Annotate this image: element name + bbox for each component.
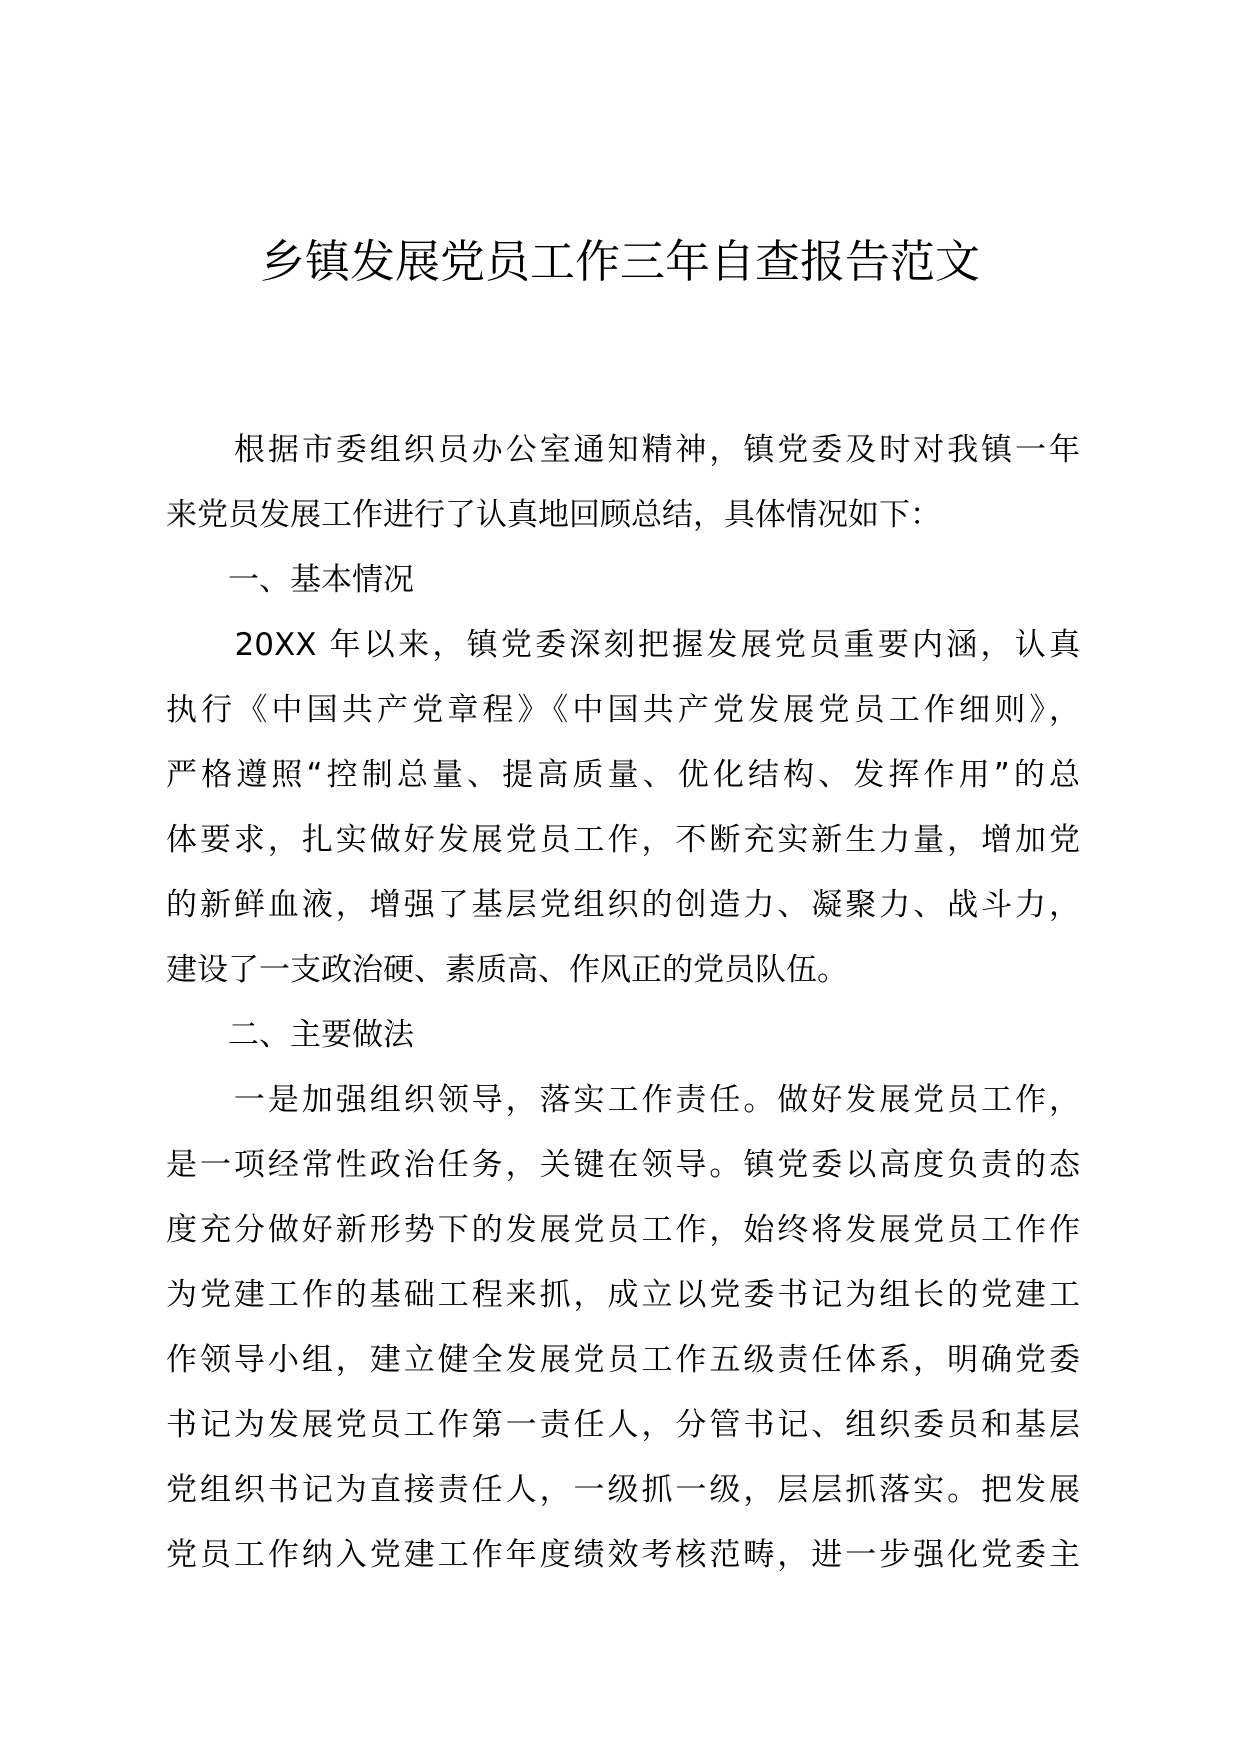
text-line: 党员工作纳入党建工作年度绩效考核范畴，进一步强化党委主 (166, 1537, 1080, 1573)
section-heading: 一、基本情况 (166, 562, 414, 598)
text-line: 执行《中国共产党章程》《中国共产党发展党员工作细则》， (166, 692, 1080, 728)
text-line: 度充分做好新形势下的发展党员工作，始终将发展党员工作作 (166, 1212, 1080, 1248)
text-line: 为党建工作的基础工程来抓，成立以党委书记为组长的党建工 (166, 1277, 1080, 1313)
text-line: 党组织书记为直接责任人，一级抓一级，层层抓落实。把发展 (166, 1472, 1080, 1508)
text-line: 一是加强组织领导，落实工作责任。做好发展党员工作， (166, 1082, 1080, 1118)
document-title: 乡镇发展党员工作三年自查报告范文 (259, 235, 980, 288)
text-line: 20XX 年以来，镇党委深刻把握发展党员重要内涵，认真 (166, 627, 1080, 663)
section-heading: 二、主要做法 (166, 1017, 414, 1053)
text-line: 是一项经常性政治任务，关键在领导。镇党委以高度负责的态 (166, 1147, 1080, 1183)
document-body (166, 418, 1080, 1588)
text-line: 书记为发展党员工作第一责任人，分管书记、组织委员和基层 (166, 1407, 1080, 1443)
text-line: 的新鲜血液，增强了基层党组织的创造力、凝聚力、战斗力， (166, 887, 1080, 923)
text-line: 建设了一支政治硬、素质高、作风正的党员队伍。 (166, 952, 848, 988)
text-line: 来党员发展工作进行了认真地回顾总结，具体情况如下： (166, 497, 941, 533)
text-line: 根据市委组织员办公室通知精神，镇党委及时对我镇一年 (166, 432, 1080, 468)
text-line: 体要求，扎实做好发展党员工作，不断充实新生力量，增加党 (166, 822, 1080, 858)
text-line: 严格遵照“控制总量、提高质量、优化结构、发挥作用”的总 (166, 757, 1080, 793)
text-line: 作领导小组，建立健全发展党员工作五级责任体系，明确党委 (166, 1342, 1080, 1378)
